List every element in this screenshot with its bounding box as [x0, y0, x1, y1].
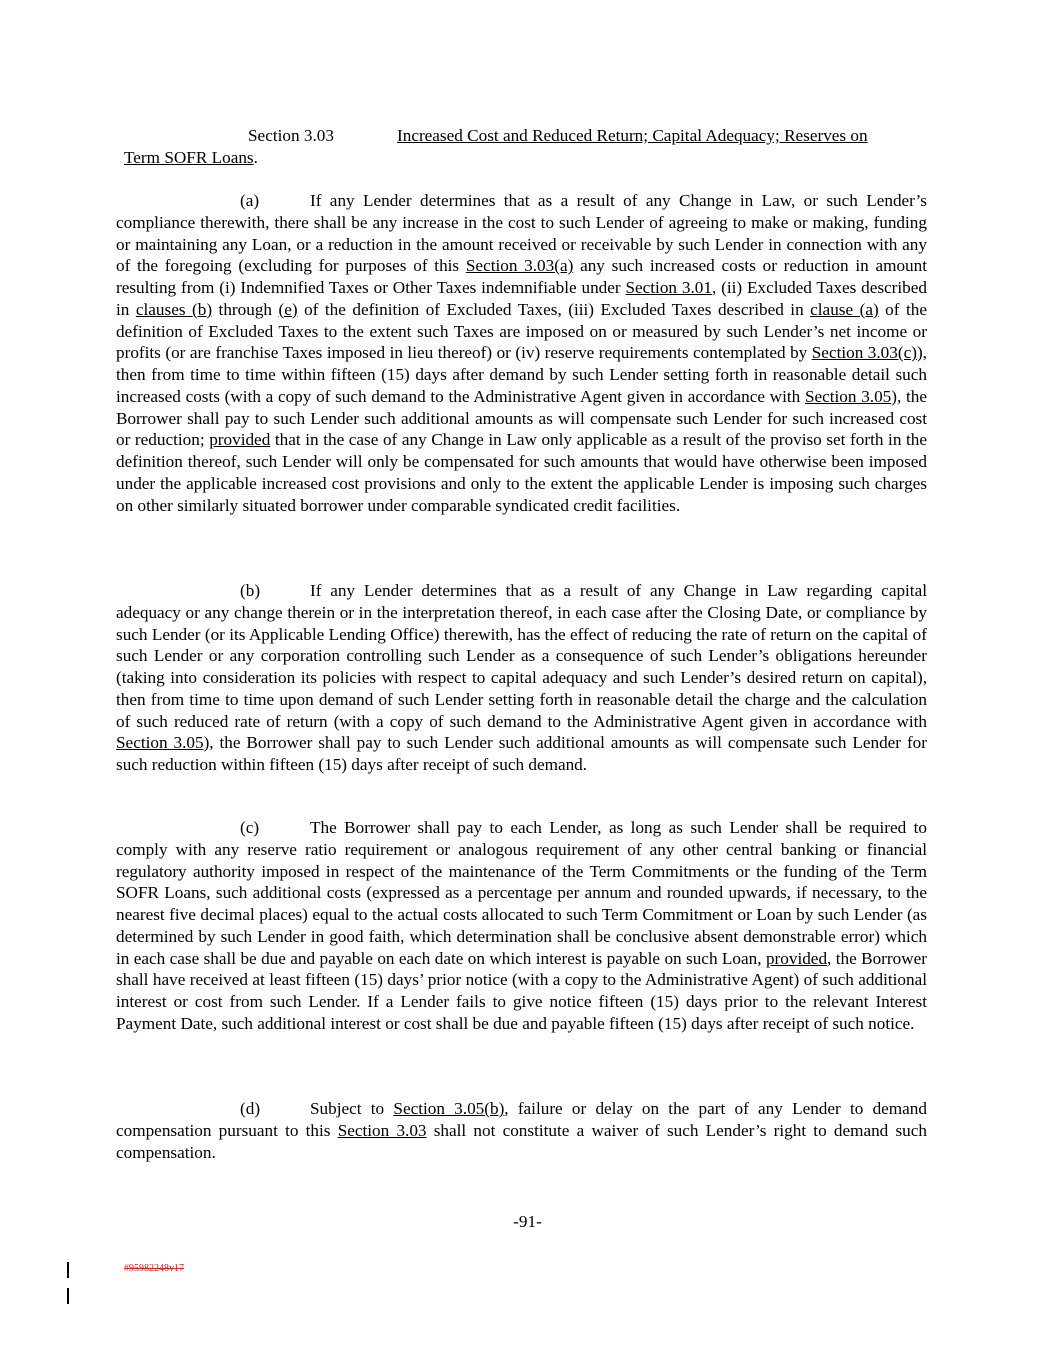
paragraph-b-label: (b) — [240, 581, 261, 600]
paragraph-b: (b) If any Lender determines that as a result of any Change in Law regarding capital adequacy or any change therein or in the interpretation thereof, in each case after the Closing Date, or compliance by such Lender (or its Applicable Lending Office) therewith, has the effect of reducing the rate of return on the capital of such Lender or any corporation controlling such Lender as a consequence of such Lender’s obligations hereunder (taking into consideration its policies with respect to capital adequacy and such Lender’s desired return on capital), then from time to time upon demand of such Lender setting forth in reasonable detail the charge and the calculation of such reduced rate of return (with a copy of such demand to the Administrative Agent given in accordance with Section 3.05), the Borrower shall pay to such Lender such additional amounts as will compensate such Lender for such reduction within fifteen (15) days after receipt of such demand. — [116, 581, 927, 774]
cross-reference: clause (a) — [810, 299, 879, 319]
change-bar — [67, 1288, 69, 1304]
change-bar — [67, 1262, 69, 1278]
paragraph-d: (d) Subject to Section 3.05(b), failure or delay on the part of any Lender to demand compensation pursuant to this Section 3.03 shall not constitute a waiver of such Lender’s right to demand such compensation. — [116, 1099, 927, 1162]
paragraph-c-label: (c) — [240, 818, 260, 837]
cross-reference: (e) — [278, 299, 298, 319]
proviso-term: provided — [209, 430, 271, 450]
cross-reference: Section 3.03(a) — [465, 256, 574, 276]
page-number: -91- — [513, 1212, 542, 1231]
cross-reference: Section 3.03(c) — [811, 343, 917, 363]
cross-reference: Section 3.01 — [625, 278, 712, 297]
cross-reference: clauses (b) — [135, 299, 213, 319]
document-id: #95982248v17 — [124, 1263, 184, 1274]
cross-reference: Section 3.05(b) — [393, 1099, 505, 1118]
section-title-line1: Increased Cost and Reduced Return; Capital Adequacy; Reserves on — [397, 126, 868, 145]
proviso-term: provided — [765, 948, 828, 968]
paragraph-d-label: (d) — [240, 1099, 261, 1118]
paragraph-c: (c) The Borrower shall pay to each Lender, as long as such Lender shall be required to comply with any reserve ratio requirement or analogous requirement of any other central banking or financial regulatory authority imposed in respect of the maintenance of the Term Commitments or the funding of the Term SOFR Loans, such additional costs (expressed as a percentage per annum and rounded upwards, if necessary, to the nearest five decimal places) equal to the actual costs allocated to such Term Commitment or Loan by such Lender (as determined by such Lender in good faith, which determination shall be conclusive absent demonstrable error) which in each case shall be due and payable on each date on which interest is payable on such Loan, provided, the Borrower shall have received at least fifteen (15) days’ prior notice (with a copy to the Administrative Agent) of such additional interest or cost from such Lender. If a Lender fails to give notice fifteen (15) days prior to the relevant Interest Payment Date, such additional interest or cost shall be due and payable fifteen (15) days after receipt of such notice. — [116, 818, 927, 1033]
section-title-line2: Term SOFR Loans. — [124, 148, 258, 167]
paragraph-a: (a) If any Lender determines that as a result of any Change in Law, or such Lender’s compliance therewith, there shall be any increase in the cost to such Lender of agreeing to make or making, funding or maintaining any Loan, or a reduction in the amount received or receivable by such Lender in connection with any of the foregoing (excluding for purposes of this Section 3.03(a) any such increased costs or reduction in amount resulting from (i) Indemnified Taxes or Other Taxes indemnifiable under Section 3.01, (ii) Excluded Taxes described in clauses (b) through (e) of the definition of Excluded Taxes, (iii) Excluded Taxes described in clause (a) of the definition of Excluded Taxes to the extent such Taxes are imposed on or measured by such Lender’s net income or profits (or are franchise Taxes imposed in lieu thereof) or (iv) reserve requirements contemplated by Section 3.03(c)), then from time to time within fifteen (15) days after demand by such Lender setting forth in reasonable detail such increased costs (with a copy of such demand to the Administrative Agent given in accordance with Section 3.05), the Borrower shall pay to such Lender such additional amounts as will compensate such Lender for such increased cost or reduction; provided that in the case of any Change in Law only applicable as a result of the proviso set forth in the definition thereof, such Lender will only be compensated for such amounts that would have otherwise been imposed under the applicable increased cost provisions and only to the extent the applicable Lender is imposing such charges on other similarly situated borrower under comparable syndicated credit facilities. — [116, 191, 927, 515]
paragraph-a-label: (a) — [240, 191, 260, 210]
section-number: Section 3.03 — [248, 126, 334, 145]
section-title-line2-text: Term SOFR Loans — [124, 148, 254, 167]
cross-reference: Section 3.05 — [804, 386, 892, 406]
cross-reference: Section 3.03 — [337, 1120, 427, 1140]
cross-reference: Section 3.05 — [116, 733, 204, 753]
